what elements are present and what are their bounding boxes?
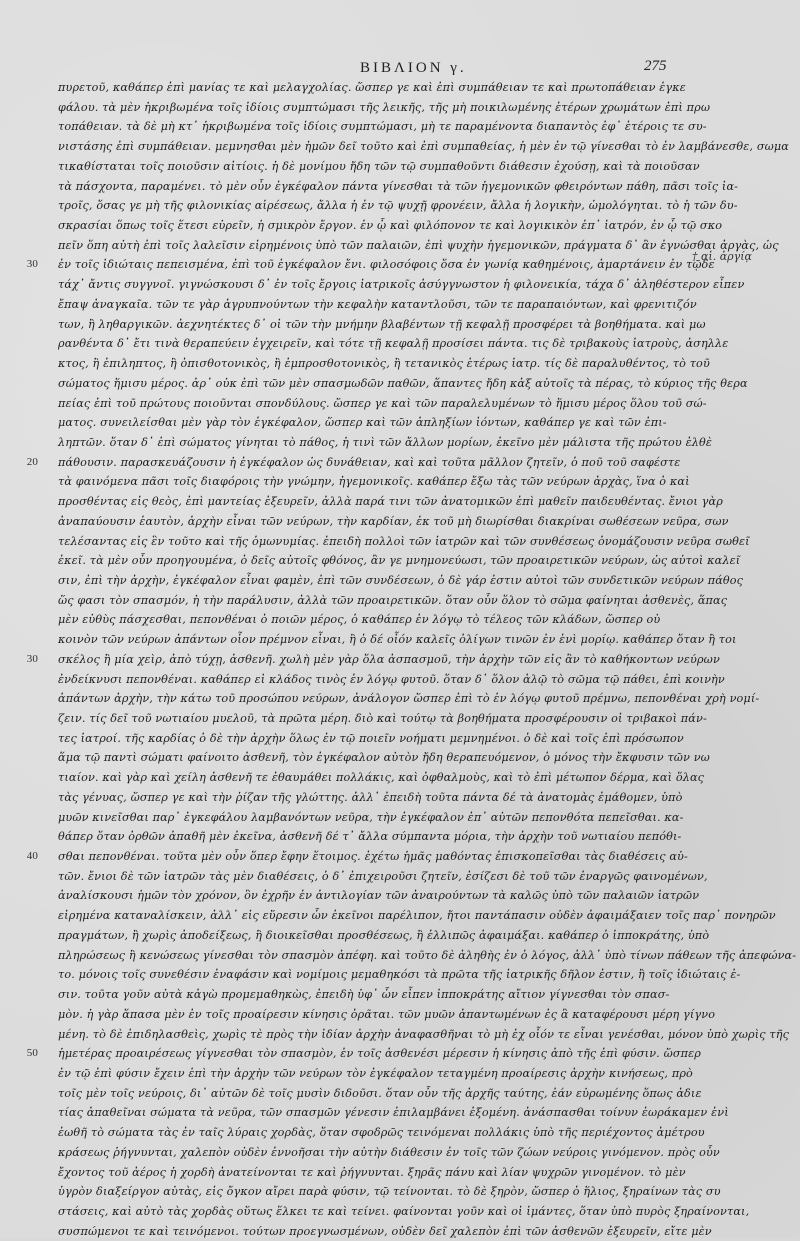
text-line [58, 177, 739, 197]
text-line-content: τίας ἀπαθεῖναι σώματα τὰ νεῦρα, τῶν σπασμῶν γένεσιν ἐπιλαμβάνει ἐξομένη. ἀνάσπασθαι τοίνυν ἐωράκαμεν ἑνὶ [58, 1106, 729, 1120]
text-line [58, 689, 760, 709]
line-number: 40 [26, 850, 38, 863]
text-line [58, 1202, 750, 1222]
text-line [58, 157, 700, 177]
text-line [58, 670, 725, 690]
text-line-content: σώματος ἥμισυ μέρος. ἀρ᾿ οὐκ ἐπὶ τῶν μὲν σπασμωδῶν παθῶν, ἅπαντες ἤδη κἀξ αὐτοῖς τὰ πέρας, τὸ κύριος τῆς θερα [58, 376, 748, 390]
text-line [58, 1123, 705, 1143]
text-line [58, 374, 748, 394]
text-line [58, 709, 707, 729]
text-line-content: ἐν τοῖς ἰδιώταις πεπεισμένα, ἐπὶ τοῦ ἐγκέφαλον ἔνι. φιλοσόφοις ὅσα ἐν γωνίᾳ καθημένοις, ἁμαρτάνειν ἐν τῷδε [58, 258, 715, 272]
text-line [58, 315, 706, 335]
text-line [58, 236, 779, 256]
text-line-content: ὑγρὸν διαξείργον αὐτὰς, εἰς ὄγκον αἴρει παρὰ φύσιν, τῷ τείνονται. τὸ δὲ ξηρὸν, ὥσπερ ὁ ἥλιος, ξηραίνων τὰς συ [58, 1185, 721, 1199]
text-line-content: τὰ φαινόμενα πᾶσι τοῖς διαφόροις τὴν γνώμην, ἡγεμονικοῖς. καθάπερ ἔξω τὰς τῶν νεύρων ἀρχὰς, ἵνα ὁ καὶ [58, 475, 690, 489]
text-line [58, 492, 723, 512]
text-line-content: πυρετοῦ, καθάπερ ἐπὶ μανίας τε καὶ μελαγχολίας. ὥσπερ γε καὶ ἐπὶ συμπάθειαν τε καὶ πρωτοπάθειαν ἐγκε [58, 81, 686, 94]
text-line [58, 334, 729, 354]
text-line [58, 1143, 720, 1163]
text-line-content: ἐωθῆ τὸ σώματα τὰς ἐν ταῖς λύραις χορδὰς, ὅταν σφοδρῶς τεινόμεναι πολλάκις ὑπὸ τῆς περιέχοντος ἀμέτρου [58, 1126, 705, 1140]
text-line-content: μυῶν κινεῖσθαι παρ᾿ ἐγκεφάλου λαμβανόντων νεῦρα, τὴν ἐγκέφαλον ἐπ᾿ αὐτῶν πεπονθότα πεπεῖσθαι. κα- [58, 810, 684, 824]
text-line-content: τροῖς, ὅσας γε μὴ τῆς φιλονικίας αἱρέσεως, ἄλλα ἡ ἐν τῷ ψυχῇ φρονέειν, ἄλλα ἡ λογικὴν, ὡμολόγηται. τὸ ἡ τῶν δυ- [58, 199, 738, 213]
text-line [58, 413, 696, 433]
text-line [58, 98, 711, 118]
text-line [58, 216, 723, 236]
line-number: 20 [26, 455, 38, 468]
text-line-content: ἅμα τῷ παντὶ σώματι φαίνοιτο ἀσθενῆ, τὸν ἐγκέφαλον αὐτὸν ἤδη θεραπευόμενον, ὁ μόνος τὴν ἔκφυσιν τῶν νω [58, 751, 710, 765]
text-line-content: θάπερ ὅταν ὀρθῶν ἀπαθῆ μὲν ἐκεῖνα, ἀσθενῆ δέ τ᾿ ἄλλα σύμπαντα μόρια, τὴν ἀρχὴν τοῦ νωτιαίου πεπόθι- [58, 830, 682, 844]
text-line-content: ἡμετέρας προαιρέσεως γίγνεσθαι τὸν σπασμὸν, ἐν τοῖς ἀσθενέσι μέρεσιν ἡ κίνησις ἀπὸ τῆς ἐπὶ φύσιν. ὥσπερ [58, 1047, 702, 1061]
text-line-content: τῶν. ἔνιοι δὲ τῶν ἰατρῶν τὰς μὲν διαθέσεις, ὁ δ᾿ ἐπιχειροῦσι ζητεῖν, ἐσίζεσι δὲ τοῦ τῶν ἐναργῶς φαινομένων, [58, 869, 708, 883]
text-line-content: το. μόνοις τοῖς συνεθέσιν ἐναφάσιν καὶ νομίμοις μεμαθηκόσι τὰ πρῶτα τῆς ἰατρικῆς δῆλον ἐστιν, ἢ τοῖς ἰδιώταις ἐ- [58, 968, 741, 982]
text-line-content: μὲν εὐθὺς πάσχεσθαι, πεπονθέναι ὁ ποιῶν μέρος, ὁ καθάπερ ἐν λόγῳ τὸ τέλεος τῶν κλάδων, ὥσπερ οὐ [58, 613, 661, 627]
text-line-content: τελέσαντας εἰς ἓν τοῦτο καὶ τῆς ὁμωνυμίας. ἐπειδὴ πολλοὶ τῶν ἰατρῶν καὶ τῶν συνθέσεως ὀνομάζουσιν νεῦρα σωθεῖ [58, 534, 750, 548]
text-line-content: σκέλος ἢ μία χεὶρ, ἀπὸ τύχῃ, ἀσθενῆ. χωλὴ μὲν γὰρ ὅλα ἀσπασμοῦ, τὴν ἀρχὴν τῶν εἰς ἂν τὸ καθήκοντων νεύρων [58, 652, 720, 666]
text-line-content: στάσεις, καὶ αὐτὸ τὰς χορδὰς οὕτως ἕλκει τε καὶ τείνει. φαίνονται γοῦν καὶ οἱ ἱμάντες, ὅταν ὑπὸ πυρὸς ξηραίνονται, [58, 1204, 750, 1218]
text-line-content: ζειν. τίς δεῖ τοῦ νωτιαίου μυελοῦ, τὰ πρῶτα μέρη. διὸ καὶ τούτῳ τὰ βοηθήματα προσφέρουσιν οἱ τριβακοὶ πάν- [58, 712, 707, 725]
text-line-content: μὸν. ἡ γὰρ ἅπασα μὲν ἐν τοῖς προαίρεσιν κίνησις ὁρᾶται. τῶν μυῶν ἀπαντωμένων ἐς ἃ καταφέρουσι μέρη γίγνο [58, 1007, 716, 1021]
line-number: 30 [26, 258, 38, 271]
text-line [58, 827, 696, 847]
text-line [58, 729, 696, 749]
text-line [26, 453, 696, 473]
text-line [58, 906, 776, 926]
text-line [58, 610, 696, 630]
text-line [58, 1025, 789, 1045]
text-line [58, 1005, 716, 1025]
text-line-content: σθαι πεπονθέναι. τοῦτα μὲν οὖν ὅπερ ἔφην ἕτοιμος. ἐχέτω ἡμᾶς μαθόντας ἐπισκοπεῖσθαι τὰς διαθέσεις αὐ- [58, 850, 688, 864]
page-header [0, 56, 800, 80]
text-line-content: κράσεως ῥήγνυνται, χαλεπὸν οὐδὲν ἐννοῆσαι τὴν αὐτὴν διάθεσιν ἐν τοῖς τῶν ζώων νεύροις γινόμενον. πρὸς οὖν [58, 1145, 720, 1159]
text-line-content: μένη. τὸ δὲ ἐπιδηλασθεὶς, χωρὶς τὲ πρὸς τὴν ἰδίαν ἀρχὴν ἀναφασθῆναι τὸ μὴ ἐχ οἷόν τε εἶναι γενέσθαι, μόνον ὑπὸ χωρὶς τῆς [58, 1027, 789, 1041]
line-number: 50 [26, 1047, 38, 1060]
text-line [58, 1064, 696, 1084]
text-line-content: ἀναπαύουσιν ἑαυτὸν, ἀρχὴν εἶναι τῶν νεύρων, τὴν καρδίαν, ἐκ τοῦ μὴ διωρίσθαι διακρίναι σωθέσεων νεῦρα, σων [58, 514, 729, 528]
text-line-content: ληπτῶν. ὅταν δ᾿ ἐπὶ σώματος γίνηται τὸ πάθος, ἡ τινὶ τῶν ἄλλων μορίων, ἐκεῖνο μὲν μάλιστα τῆς πρώτου ἐλθὲ [58, 435, 713, 449]
text-line-content: εἰρημένα καταναλίσκειν, ἀλλ᾿ εἰς εὕρεσιν ὧν ἐκεῖνοι παρέλιπον, ἤτοι παντάπασιν οὐδὲν ἀφαιμάξαιεν τοῖς παρ᾿ πονηρῶν [58, 909, 776, 923]
text-line [26, 847, 696, 867]
text-line-content: ἐκεῖ. τὰ μὲν οὖν προηγουμένα, ὁ δεῖς αὐτοῖς φθόνος, ἂν γε μνημονεύωσι, τῶν προαιρετικῶν νεύρων, ὡς αὐτοὶ καλεῖ [58, 554, 741, 568]
text-line-content: σκρασίαι ὅπως τοῖς ἕτεσι εὑρεῖν, ἡ σμικρὸν ἔργον. ἐν ᾧ καὶ φιλόπονον τε καὶ λογικικὸν ἐπ᾿ ἰατρόν, ἐν ᾧ τῷ σκο [58, 219, 723, 233]
text-line [58, 551, 741, 571]
text-line-content: κοινὸν τῶν νεύρων ἁπάντων οἷον πρέμνον εἶναι, ἢ ὁ δέ οἷόν καλεῖς ὀλίγων τινῶν ἐν ἑνὶ μορίῳ. καθάπερ ὅταν ἢ τοι [58, 633, 737, 647]
text-line [58, 394, 707, 414]
margin-note: † αἱ. ἀργίᾳ [692, 250, 752, 263]
text-line-content: των, ἢ ληθαργικῶν. ἀεχνητέκτες δ᾿ οἱ τῶν τὴν μνήμην βλαβέντων τῇ κεφαλῇ προσφέρει τὰ βοηθήματα. καὶ μω [58, 317, 706, 331]
text-line [58, 965, 741, 985]
text-line [58, 295, 696, 315]
text-line [58, 532, 750, 552]
text-line-content: σιν, ἐπὶ τὴν ἀρχὴν, ἐγκέφαλον εἶναι φαμὲν, ἐπὶ τῶν συνδέσεων, ὁ δὲ γάρ ἐστιν αὐτοὶ τῶν συνδετικῶν νεύρων πάθος [58, 573, 744, 587]
text-line [58, 117, 707, 137]
text-line-content: τοῖς μὲν τοῖς νεύροις, δι᾿ αὐτῶν δὲ τοῖς μυσὶν διδοῦσι. ὅταν οὖν τῆς ἀρχῆς ταύτης, ἐάν εὐρωμένης ὅπως ἀδιε [58, 1086, 702, 1100]
text-line [58, 591, 728, 611]
text-line [58, 788, 696, 808]
text-line-content: τες ἰατροί. τῆς καρδίας ὁ δὲ τὴν ἀρχὴν ὅλως ἐν τῷ ποιεῖν νοήματι μεμνημένοι. ὁ δὲ καὶ τοῖς ἐπὶ πρόσωπον [58, 731, 684, 745]
text-line-content: τὰ πάσχοντα, παραμένει. τὸ μὲν οὖν ἐγκέφαλον πάντα γίνεσθαι τὰ τῶν ἡγεμονικῶν φθειρόντων πάθη, πᾶσι τοῖς ἰα- [58, 179, 739, 193]
text-line-content: ὥς φασι τὸν σπασμόν, ἡ τὴν παράλυσιν, ἀλλὰ τῶν προαιρετικῶν. ὅταν οὖν ὅλον τὸ σῶμα φαίνηται ἀσθενὲς, ἅπας [58, 593, 728, 607]
text-line-content: τὰς γένυας, ὥσπερ γε καὶ τὴν ῥίζαν τῆς γλώττης. ἀλλ᾿ ἐπειδὴ τοῦτα πάντα δέ τὰ ἀνατομὰς ἐμάθομεν, ὑπὸ [58, 790, 683, 804]
text-line [58, 946, 797, 966]
text-line-content: ἐν τῷ ἐπὶ φύσιν ἔχειν ἐπὶ τὴν ἀρχὴν τῶν νεύρων τὸν ἐγκέφαλον τεταγμένη προαίρεσις ἀρχὴν κινήσεως, πρὸ [58, 1066, 693, 1080]
text-line-content: ἔπαψ ἀναγκαῖα. τῶν τε γὰρ ἀγρυπνούντων τὴν κεφαλὴν καταντλοῦσι, τῶν τε παραπαιόντων, καὶ φρενιτιζόν [58, 297, 697, 311]
text-line-content: ἔχοντος τοῦ ἀέρος ἡ χορδὴ ἀνατείνονται τε καὶ ῥήγνυνται. ξηρᾶς πάνυ καὶ λίαν ψυχρῶν γινομένον. τὸ μὲν [58, 1165, 686, 1179]
text-line [58, 78, 696, 98]
text-line [58, 137, 790, 157]
text-line [58, 571, 744, 591]
text-line [26, 1044, 702, 1064]
text-line [58, 768, 705, 788]
text-line-content: τοπάθειαν. τὰ δὲ μὴ κτ᾿ ἠκριβωμένα τοῖς ἰδίοις συμπτώμασι, μὴ τε παραμένοντα διαπαντὸς ἐφ᾿ ἑτέροις τε συ- [58, 120, 707, 134]
text-line-content: τιαίον. καὶ γὰρ καὶ χείλη ἀσθενῆ τε ἐθαυμάθει πολλάκις, καὶ ὀφθαλμοὺς, καὶ τὸ ἐπὶ μέτωπον δέρμα, καὶ ὅλας [58, 771, 705, 785]
text-line [58, 886, 700, 906]
text-line [58, 1103, 729, 1123]
text-line-content: τάχ᾿ ἄντις συγγνοῖ. γιγνώσκουσι δ᾿ ἐν τοῖς ἔργοις ἰατρικοῖς ἀσύγγνωστον ἡ φιλονεικία, τάχα δ᾿ ἀληθέστερον εἶπεν [58, 278, 745, 292]
text-line [26, 650, 720, 670]
text-line [26, 255, 715, 275]
text-line [58, 867, 708, 887]
text-line-content: πραγμάτων, ἢ χωρὶς ἀποδείξεως, ἢ διοικεῖσθαι προσθέσεως, ἢ ἐλλιπῶς ἀφαιμάξαι. καθάπερ ὁ ἱπποκράτης, ὑπὸ [58, 928, 710, 942]
text-line-content: πεῖν ὅπη αὐτὴ ἐπὶ τοῖς λαλεῖσιν εἰρημένοις ὑπὸ τῶν παλαιῶν, ἐπὶ ψυχὴν ἡγεμονικῶν, πράγματα δ᾿ ἂν ἐγνώσθαι ἀργὰς, ὡς [58, 238, 779, 252]
text-line [58, 808, 696, 828]
text-line-content: τικαθίσταται τοῖς ποιοῦσιν αἰτίοις. ἡ δὲ μονίμου ἤδη τῶν τῷ συμπαθοῦντι διάθεσιν ἐχούσῃ, καὶ τὰ ποιοῦσαν [58, 159, 700, 173]
text-line-content: νιστάσης ἐπὶ συμπάθειαν. μεμνησθαι μὲν ἡμῶν δεῖ τοῦτο καὶ ἐπὶ συμπαθείας, ἡ μὲν ἐν τῷ γίνεσθαι τὸ ἐν λαμβάνεσθε, σωμα [58, 140, 790, 154]
text-line-content: ρανθέντα δ᾿ ἔτι τινὰ θεραπεύειν ἐγχειρεῖν, καὶ τότε τῇ κεφαλῇ προσίσει πάντα. τις δὲ τριβακοὺς ἰατροὺς, ἀσηλλε [58, 337, 729, 351]
text-line [58, 985, 696, 1005]
text-line [58, 472, 696, 492]
text-line [58, 196, 738, 216]
text-line-content: ἀναλίσκουσι ἡμῶν τὸν χρόνον, ὃν ἐχρῆν ἐν ἀντιλογίαν τῶν ἀναιρούντων τὰ καλῶς ὑπὸ τῶν παλαιῶν ἰατρῶν [58, 889, 700, 903]
text-line [58, 630, 737, 650]
text-line-content: κτος, ἢ ἐπιληπτος, ἢ ὀπισθοτονικὸς, ἢ ἐμπροσθοτονικὸς, ἢ τετανικὸς ἑτέρως ἰατρ. τίς δὲ παραλυθέντος, τὸ τοῦ [58, 357, 710, 371]
text-line [58, 1222, 712, 1241]
text-line-content: ἁπάντων ἀρχὴν, τὴν κάτω τοῦ προσώπου νεύρων, ἀνάλογον ὥσπερ ἐπὶ τὸ ἐν λόγῳ φυτοῦ πρέμνω, πεπονθέναι χρὴ νομί- [58, 692, 760, 706]
line-number: 30 [26, 652, 38, 665]
text-line [58, 926, 710, 946]
text-line-content: προσθέντας εἰς θεὸς, ἐπὶ μαντείας ἐξευρεῖν, ἀλλὰ παρά τινι τῶν ἀνατομικῶν ἐπὶ μαθεῖν παιδευθέντας. ἔνιοι γὰρ [58, 495, 723, 509]
text-line [58, 748, 710, 768]
text-line [58, 433, 713, 453]
text-line-content: πείας ἐπὶ τοῦ πρώτους ποιοῦνται σπονδύλους. ὥσπερ γε καὶ τῶν παραλελυμένων τὸ ἥμισυ μέρος ὅλου τοῦ σώ- [58, 396, 707, 410]
page-number: 275 [644, 58, 667, 74]
text-line [58, 1163, 696, 1183]
text-line-content: ματος. συνειλείσθαι μὲν γὰρ τὸν ἐγκέφαλον, ὥσπερ καὶ τῶν ἀπληξίων ἰόντων, καθάπερ γε καὶ τῶν ἐπι- [58, 416, 667, 430]
text-line [58, 354, 710, 374]
text-line [58, 275, 745, 295]
text-line [58, 512, 729, 532]
text-line [58, 1182, 721, 1202]
running-head: ΒΙΒΛΙΟΝ γ. [360, 60, 467, 76]
text-line-content: σιν. τοῦτα γοῦν αὐτὰ κἀγὼ προμεμαθηκὼς, ἐπειδὴ ὑφ᾿ ὧν εἶπεν ἱπποκράτης αἴτιον γίγνεσθαι τὸν σπασ- [58, 988, 670, 1002]
text-line-content: πληρώσεως ἢ κενώσεως γίνεσθαι τὸν σπασμὸν ἀπέφη. καὶ τοῦτο δὲ ἀληθὴς ἐν ὁ λόγος, ἀλλ᾿ ὑπὸ τίνων πάθεων τῆς ἀπεφώνα- [58, 948, 797, 962]
text-line [58, 1084, 702, 1104]
text-line-content: πάθουσιν. παρασκευάζουσιν ἡ ἐγκέφαλον ὡς δυνάθειαν, καὶ καὶ τοῦτα μᾶλλον ζητεῖν, ὁ ποῦ τοῦ σαφέστε [58, 455, 681, 469]
text-line-content: συσπώμενοι τε καὶ τεινόμενοι. τούτων προεγνωσμένων, οὐδὲν δεῖ χαλεπὸν ἐπὶ τῶν ἀσθενῶν ἐξευρεῖν, εἴτε μὲν [58, 1224, 712, 1238]
text-line-content: φάλου. τὰ μὲν ἠκριβωμένα τοῖς ἰδίοις συμπτώμασι τῆς λεικῆς, τῆς μὴ ποικιλωμένης ἑτέρων χρωμάτων ἐπὶ πρω [58, 100, 711, 114]
text-line-content: ἐνδείκνυσι πεπονθέναι. καθάπερ εἰ κλάδος τινὸς ἐν λόγῳ φυτοῦ. ὅταν δ᾿ ὅλον ἀλῷ τὸ σῶμα τῷ πάθει, ἐπὶ κοινὴν [58, 672, 725, 686]
